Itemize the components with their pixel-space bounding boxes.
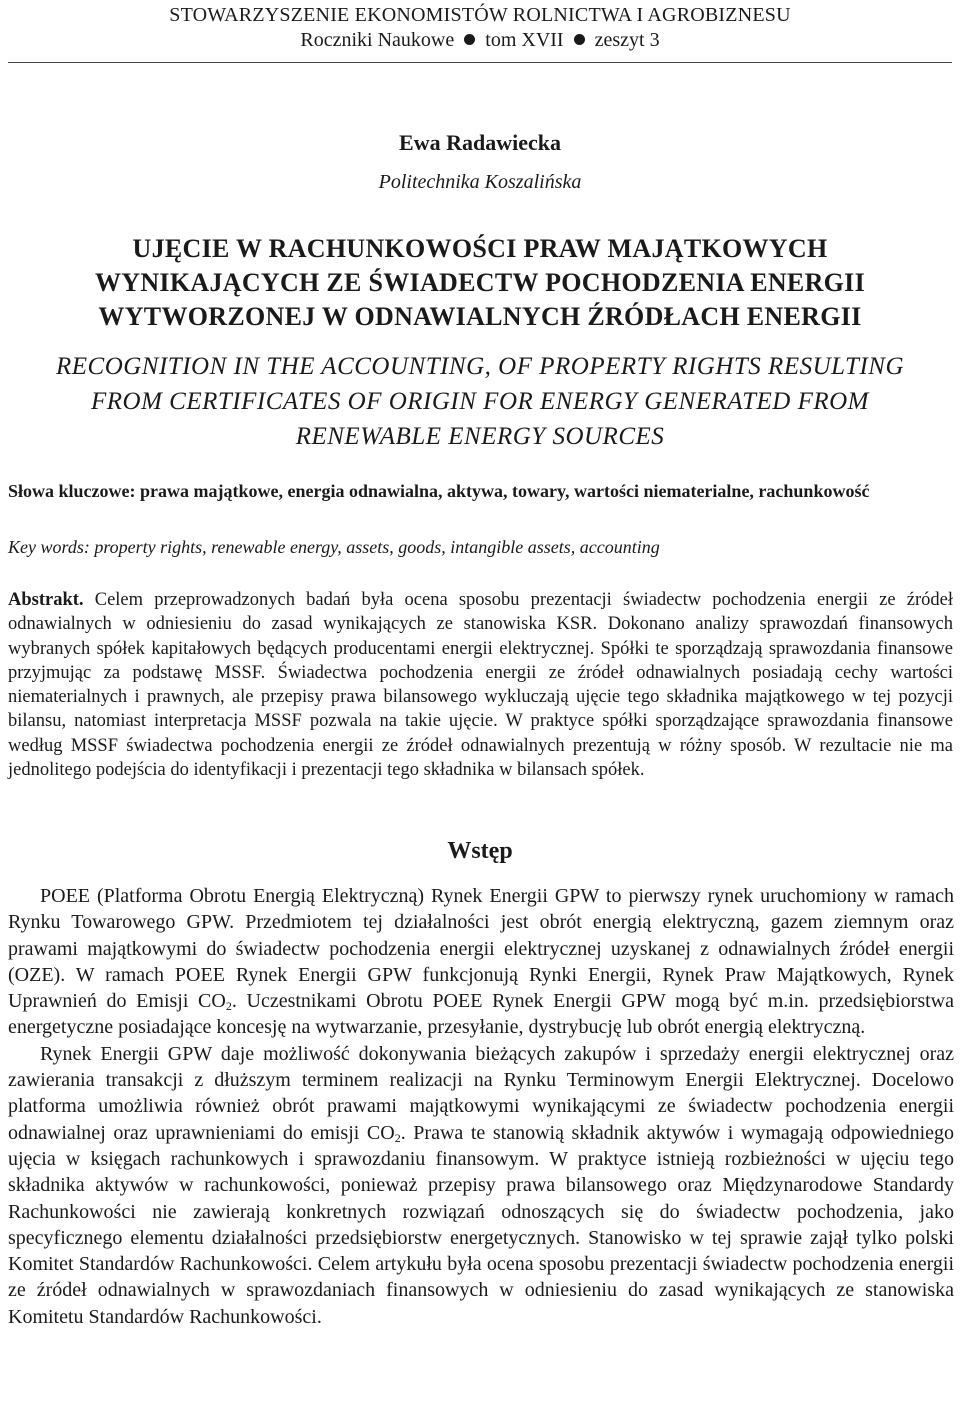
bullet-icon <box>574 34 585 45</box>
bullet-icon <box>464 34 475 45</box>
author-name: Ewa Radawiecka <box>399 130 561 155</box>
keywords-english: Key words: property rights, renewable energy, assets, goods, intangible assets, accounting <box>8 537 660 557</box>
title-polish-line: WYTWORZONEJ W ODNAWIALNYCH ŹRÓDŁACH ENERGII <box>98 302 862 331</box>
subscript: 2 <box>394 1130 401 1145</box>
journal-title: Roczniki Naukowe <box>300 29 455 51</box>
paragraph-text: . Uczestnikami Obrotu POEE Rynek Energii GPW mogą być m.in. przedsiębiorstwa energetyczne posiadające koncesję na wytwarzanie, przesyłanie, dystrybucję lub obrót energią elektryczną. <box>8 990 954 1039</box>
paragraph <box>8 1041 954 1330</box>
abstract-text: Celem przeprowadzonych badań była ocena sposobu prezentacji świadectw pochodzenia energii ze źródeł odnawialnych w odniesieniu do zasad wynikających ze stanowiska KSR. Dokonano analizy sprawozdań finansowych wybranych spółek kapitałowych będących producentami energii elektrycznej. Spółki te sporządzają sprawozdania finansowe przyjmując za podstawę MSSF. Świadectwa pochodzenia energii ze źródeł odnawialnych posiadają cechy wartości niematerialnych i prawnych, ale przepisy prawa bilansowego wykluczają ujęcie tego składnika majątkowego w tej pozycji bilansu, natomiast interpretacja MSSF pozwala na takie ujęcie. W praktyce spółki sporządzające sprawozdania finansowe według MSSF świadectwa pochodzenia energii ze źródeł odnawialnych prezentują w różny sposób. W rezultacie nie ma jednolitego podejścia do identyfikacji i prezentacji tego składnika w bilansach spółek. <box>8 590 953 781</box>
title-english-line: RECOGNITION IN THE ACCOUNTING, OF PROPERTY RIGHTS RESULTING <box>55 353 905 380</box>
title-english <box>0 349 960 454</box>
title-english-line: FROM CERTIFICATES OF ORIGIN FOR ENERGY GENERATED FROM <box>90 388 869 415</box>
paragraph-text: . Prawa te stanowią składnik aktywów i wymagają odpowiedniego ujęcia w księgach rachunkowych i sprawozdaniu finansowym. W praktyce istnieją rozbieżności w ujęciu tego składnika aktywów w rachunkowości, ponieważ przepisy prawa bilansowego oraz Międzynarodowe Standardy Rachunkowości nie zawierają konkretnych rozwiązań odnoszących się do świadectw pochodzenia, jako specyficznego elementu działalności przedsiębiorstw energetycznych. Stanowisko w tej sprawie zajął tylko polski Komitet Standardów Rachunkowości. Celem artykułu była ocena sposobu prezentacji świadectw pochodzenia energii ze źródeł odnawialnych w sprawozdaniach finansowych w odniesieniu do zasad wynikających ze stanowiska Komitetu Standardów Rachunkowości. <box>8 1121 955 1328</box>
section-heading: Wstęp <box>447 838 513 864</box>
title-polish-line: UJĘCIE W RACHUNKOWOŚCI PRAW MAJĄTKOWYCH <box>132 234 828 263</box>
journal-volume: tom XVII <box>485 29 564 51</box>
abstract-label: Abstrakt. <box>8 590 84 610</box>
introduction-body <box>8 883 954 1330</box>
title-english-line: RENEWABLE ENERGY SOURCES <box>295 423 665 450</box>
header-divider <box>8 62 952 63</box>
paragraph-text: POEE (Platforma Obrotu Energią Elektryczną) Rynek Energii GPW to pierwszy rynek uruchomiony w ramach Rynku Towarowego GPW. Przedmiotem tej działalności jest obrót energią elektryczną, gazem ziemnym oraz prawami majątkowymi do świadectw pochodzenia energii elektrycznej uzyskanej z odnawialnych źródeł energii (OZE). W ramach POEE Rynek Energii GPW funkcjonują Rynki Energii, Rynek Praw Majątkowych, Rynek Uprawnień do Emisji CO <box>8 885 954 1013</box>
publisher-name: STOWARZYSZENIE EKONOMISTÓW ROLNICTWA I AGROBIZNESU <box>169 4 791 26</box>
author-affiliation: Politechnika Koszalińska <box>378 171 582 193</box>
title-polish-line: WYNIKAJĄCYCH ZE ŚWIADECTW POCHODZENIA ENERGII <box>94 268 866 297</box>
journal-issue: zeszyt 3 <box>594 29 660 51</box>
title-polish <box>0 232 960 334</box>
abstract <box>8 588 953 782</box>
journal-info <box>0 27 960 53</box>
paragraph-text: Rynek Energii GPW daje możliwość dokonywania bieżących zakupów i sprzedaży energii elektrycznej oraz zawierania transakcji z dłuższym terminem realizacji na Rynku Terminowym Energii Elektrycznej. Docelowo platforma umożliwia również obrót prawami majątkowymi wynikającymi ze świadectw pochodzenia energii odnawialnej oraz uprawnieniami do emisji CO <box>8 1042 954 1144</box>
keywords-polish: Słowa kluczowe: prawa majątkowe, energia odnawialna, aktywa, towary, wartości niematerialne, rachunkowość <box>8 481 870 501</box>
subscript: 2 <box>225 999 232 1014</box>
paragraph <box>8 883 954 1041</box>
